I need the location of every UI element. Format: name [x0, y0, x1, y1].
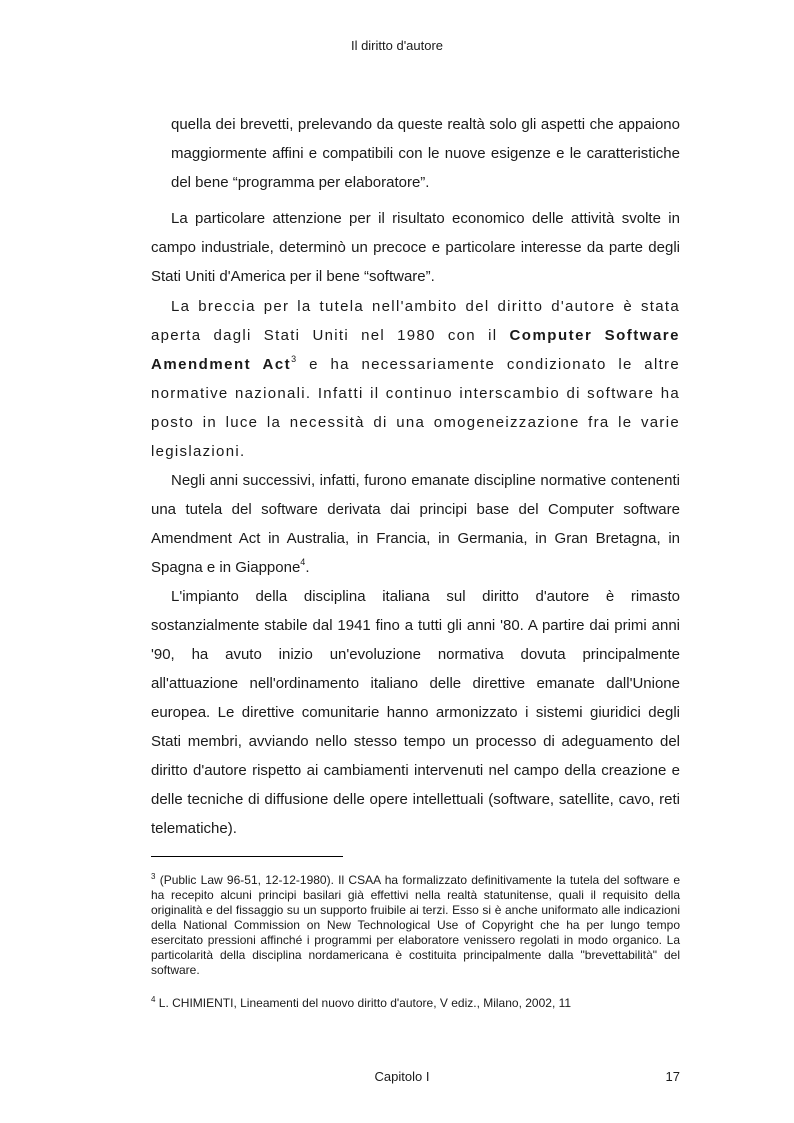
paragraph-4-end: .: [305, 559, 310, 576]
paragraph-3: [151, 292, 680, 466]
footnote-divider: [151, 856, 343, 857]
footnote-ref-3: 3: [291, 354, 298, 364]
footnote-3-text: (Public Law 96-51, 12-12-1980). Il CSAA ha formalizzato definitivamente la tutela del software e ha recepito alcuni principi basilari già effettivi nella realtà statunitense, quali il requisito della originalità e del fissaggio su un supporto fruibile ai terzi. Esso si è anche uniformato alle indicazioni della National Commission on New Technological Use of Copyright che ha per lungo tempo esercitato pressioni affinché i programmi per elaboratore venissero regolati in modo organico. La particolarità della disciplina nordamericana è costituita principalmente dalla "brevettabilità" del software.: [151, 873, 680, 977]
paragraph-3-rest: e ha necessariamente condizionato le altre normative nazionali. Infatti il continuo interscambio di software ha posto in luce la necessità di una omogeneizzazione fra le varie legislazioni.: [151, 356, 680, 460]
paragraph-4-text: Negli anni successivi, infatti, furono emanate discipline normative contenenti una tutela del software derivata dai principi base del Computer software Amendment Act in Australia, in Francia, in Germania, in Gran Bretagna, in Spagna e in Giappone: [151, 472, 680, 576]
footnote-4-number: 4: [151, 995, 156, 1004]
paragraph-3-text: La breccia per la tutela nell'ambito del diritto d'autore è stata aperta dagli Stati Uniti nel 1980 con il: [151, 298, 680, 344]
running-header: Il diritto d'autore: [350, 38, 444, 53]
paragraph-5: L'impianto della disciplina italiana sul diritto d'autore è rimasto sostanzialmente stabile dal 1941 fino a tutti gli anni '80. A partire dai primi anni '90, ha avuto inizio un'evoluzione normativa dovuta principalmente all'attuazione nell'ordinamento italiano delle direttive emanate dall'Unione europea. Le direttive comunitarie hanno armonizzato i sistemi giuridici degli Stati membri, avviando nello stesso tempo un processo di adeguamento del diritto d'autore rispetto ai cambiamenti intervenuti nel campo della creazione e delle tecniche di diffusione delle opere intellettuali (software, satellite, cavo, reti telematiche).: [151, 588, 680, 837]
footnote-3: [151, 873, 680, 978]
footer-chapter: Capitolo I: [374, 1069, 430, 1084]
paragraph-4: [151, 466, 680, 582]
paragraph-1: quella dei brevetti, prelevando da queste realtà solo gli aspetti che appaiono maggiormente affini e compatibili con le nuove esigenze e le caratteristiche del bene “programma per elaboratore”.: [171, 116, 680, 191]
footnote-4-text: L. CHIMIENTI, Lineamenti del nuovo diritto d'autore, V ediz., Milano, 2002, 11: [155, 996, 572, 1010]
footnote-3-number: 3: [151, 872, 156, 881]
act-name: Computer Software Amendment Act: [151, 327, 680, 373]
page-number: 17: [665, 1069, 680, 1084]
paragraph-2: La particolare attenzione per il risultato economico delle attività svolte in campo industriale, determinò un precoce e particolare interesse da parte degli Stati Uniti d'America per il bene “software”.: [151, 210, 680, 285]
footnote-ref-4: 4: [300, 557, 306, 567]
footnote-4: [151, 996, 680, 1011]
